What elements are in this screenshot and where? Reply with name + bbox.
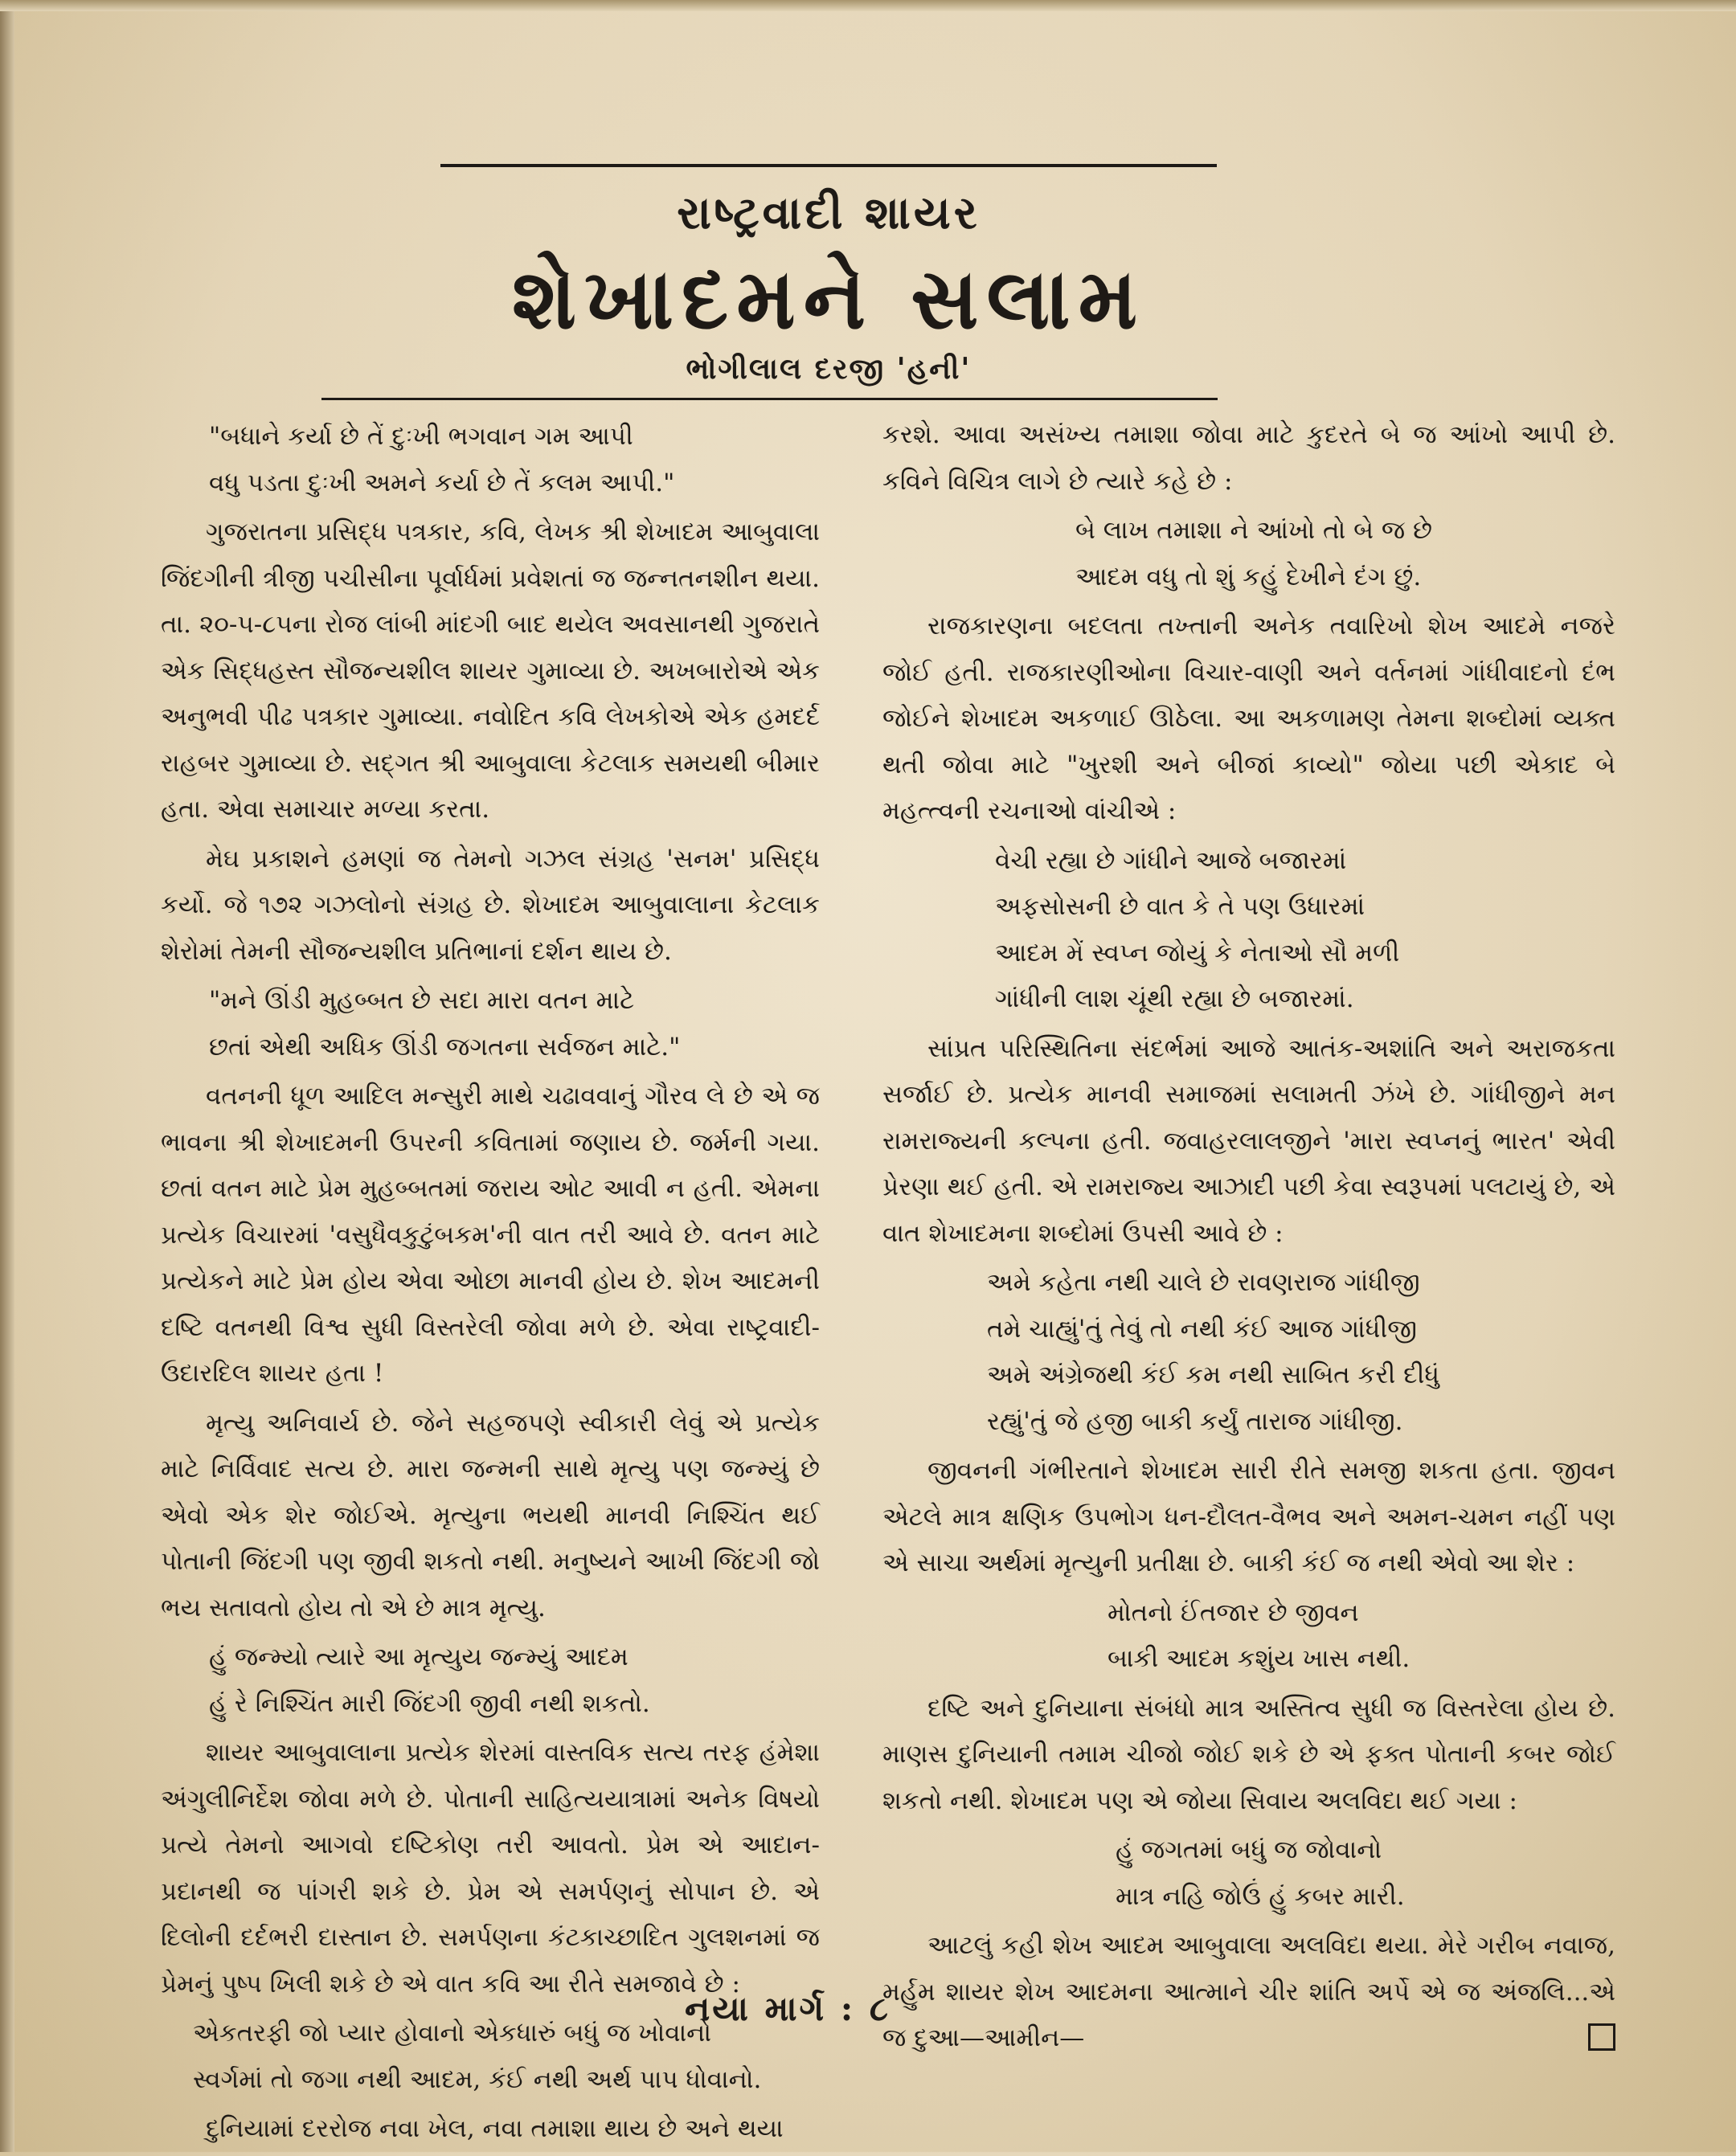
paragraph: જીવનની ગંભીરતાને શેખાદમ સારી રીતે સમજી શકતા હતા. જીવન એટલે માત્ર ક્ષણિક ઉપભોગ ધન-દૌલત-વૈભવ અને અમન-ચમન નહીં પણ એ સાચા અર્થમાં મૃત્યુની પ્રતીક્ષા છે. બાકી કંઈ જ નથી એવો આ શેર : xyxy=(882,1456,1615,1577)
verse-line: છતાં એથી અધિક ઊંડી જગતના સર્વજન માટે." xyxy=(209,1032,681,1062)
end-mark-icon xyxy=(1588,2023,1615,2051)
verse-line: માત્ર નહિ જોઉં હું કબર મારી. xyxy=(1116,1881,1405,1911)
verse-line: અમે અંગ્રેજથી કંઈ કમ નથી સાબિત કરી દીધું xyxy=(987,1360,1439,1389)
page-edge-left xyxy=(0,0,14,2152)
page-edge-top xyxy=(0,0,1736,11)
verse xyxy=(161,1634,820,1727)
paragraph: મેઘ પ્રકાશને હમણાં જ તેમનો ગઝલ સંગ્રહ 'સનમ' પ્રસિદ્ધ કર્યો. જે ૧૭૨ ગઝલોનો સંગ્રહ છે. શેખાદમ આબુવાલાના કેટલાક શેરોમાં તેમની સૌજન્યશીલ પ્રતિભાનાં દર્શન થાય છે. xyxy=(161,844,820,966)
paragraph: ગુજરાતના પ્રસિદ્ધ પત્રકાર, કવિ, લેખક શ્રી શેખાદમ આબુવાલા જિંદગીની ત્રીજી પચીસીના પૂર્વાર્ધમાં પ્રવેશતાં જ જન્નતનશીન થયા. તા. ૨૦-૫-૮૫ના રોજ લાંબી માંદગી બાદ થયેલ અવસાનથી ગુજરાતે એક સિદ્ધહસ્ત સૌજન્યશીલ શાયર ગુમાવ્યા છે. અખબારોએ એક અનુભવી પીઢ પત્રકાર ગુમાવ્યા. નવોદિત કવિ લેખકોએ એક હમદર્દ રાહબર ગુમાવ્યા છે. સદ્‌ગત શ્રી આબુવાલા કેટલાક સમયથી બીમાર હતા. એવા સમાચાર મળ્યા કરતા. xyxy=(161,518,820,824)
article-title: શેખાદમને સલામ xyxy=(511,249,1146,348)
verse-line: રહ્યું'તું જે હજી બાકી કર્યું તારાજ ગાંધીજી. xyxy=(987,1406,1403,1436)
article-kicker: રાષ્ટ્રવાદી શાયર xyxy=(677,186,981,239)
paragraph: રાજકારણના બદલતા તખ્તાની અનેક તવારિખો શેખ આદમે નજરે જોઈ હતી. રાજકારણીઓના વિચાર-વાણી અને વર્તનમાં ગાંધીવાદનો દંભ જોઈને શેખાદમ અકળાઈ ઊઠેલા. આ અકળામણ તેમના શબ્દોમાં વ્યક્ત થતી જોવા માટે "ખુરશી અને બીજાં કાવ્યો" જોયા પછી એકાદ બે મહત્ત્વની રચનાઓ વાંચીએ : xyxy=(882,612,1615,825)
opening-verse xyxy=(161,414,820,506)
paragraph: કરશે. આવા અસંખ્ય તમાશા જોવા માટે કુદરતે બે જ આંખો આપી છે. કવિને વિચિત્ર લાગે છે ત્યારે કહે છે : xyxy=(882,420,1615,496)
paragraph: દષ્ટિ અને દુનિયાના સંબંધો માત્ર અસ્તિત્વ સુધી જ વિસ્તરેલા હોય છે. માણસ દુનિયાની તમામ ચીજો જોઈ શકે છે એ ફક્ત પોતાની કબર જોઈ શકતો નથી. શેખાદમ પણ એ જોયા સિવાય અલવિદા થઈ ગયા : xyxy=(882,1693,1615,1815)
verse-line: બે લાખ તમાશા ને આંખો તો બે જ છે xyxy=(1075,516,1433,545)
verse-line: એકતરફી જો પ્યાર હોવાનો એકધારું બધું જ ખોવાનો xyxy=(193,2019,712,2048)
verse-line: સ્વર્ગમાં તો જગા નથી આદમ, કંઈ નથી અર્થ પાપ ધોવાનો. xyxy=(193,2064,762,2094)
verse-line: અફસોસની છે વાત કે તે પણ ઉધારમાં xyxy=(995,892,1365,921)
verse xyxy=(161,978,820,1070)
paragraph: શાયર આબુવાલાના પ્રત્યેક શેરમાં વાસ્તવિક સત્ય તરફ હંમેશા અંગુલીનિર્દેશ જોવા મળે છે. પોતાની સાહિત્યયાત્રામાં અનેક વિષયો પ્રત્યે તેમનો આગવો દષ્ટિકોણ તરી આવતો. પ્રેમ એ આદાન-પ્રદાનથી જ પાંગરી શકે છે. પ્રેમ એ સમર્પણનું સોપાન છે. એ દિલોની દર્દભરી દાસ્તાન છે. સમર્પણના કંટકાચ્છાદિત ગુલશનમાં જ પ્રેમનું પુષ્પ ખિલી શકે છે એ વાત કવિ આ રીતે સમજાવે છે : xyxy=(161,1738,820,1998)
verse-line: તમે ચાહ્યું'તું તેવું તો નથી કંઈ આજ ગાંધીજી xyxy=(987,1314,1417,1344)
closing-text: આટલું કહી શેખ આદમ આબુવાલા અલવિદા થયા. મેરે ગરીબ નવાજ, મર્હુમ શાયર શેખ આદમના આત્માને ચીર શાંતિ અર્પે એ જ અંજલિ...એ જ દુઆ—આમીન— xyxy=(882,1931,1615,2052)
verse-line: "મને ઊંડી મુહબ્બત છે સદા મારા વતન માટે xyxy=(209,986,635,1015)
verse xyxy=(882,1827,1615,1920)
verse-line: વધુ પડતા દુઃખી અમને કર્યા છે તેં કલમ આપી." xyxy=(209,468,675,497)
verse-line: હું જન્મ્યો ત્યારે આ મૃત્યુય જન્મ્યું આદમ xyxy=(209,1643,628,1671)
verse-line: ગાંધીની લાશ ચૂંથી રહ્યા છે બજારમાં. xyxy=(995,984,1354,1013)
closing-paragraph xyxy=(882,1923,1615,2062)
verse-line: બાકી આદમ કશુંય ખાસ નથી. xyxy=(1108,1644,1410,1673)
paragraph: સાંપ્રત પરિસ્થિતિના સંદર્ભમાં આજે આતંક-અશાંતિ અને અરાજકતા સર્જાઈ છે. પ્રત્યેક માનવી સમાજમાં સલામતી ઝંખે છે. ગાંધીજીને મન રામરાજ્યની કલ્પના હતી. જવાહરલાલજીને 'મારા સ્વપ્નનું ભારત' એવી પ્રેરણા થઈ હતી. એ રામરાજ્ય આઝાદી પછી કેવા સ્વરૂપમાં પલટાયું છે, એ વાત શેખાદમના શબ્દોમાં ઉપસી આવે છે : xyxy=(882,1033,1615,1248)
paragraph: દુનિયામાં દરરોજ નવા ખેલ, નવા તમાશા થાય છે અને થયા xyxy=(206,2114,784,2143)
page-footer: નયા માર્ગ : ૮ xyxy=(684,1989,891,2028)
verse xyxy=(882,1260,1615,1445)
verse xyxy=(882,1590,1615,1683)
header-bottom-rule xyxy=(321,398,1218,400)
verse-line: હું જગતમાં બધું જ જોવાનો xyxy=(1116,1835,1382,1864)
verse-line: આદમ વધુ તો શું કહું દેખીને દંગ છું. xyxy=(1075,562,1422,591)
verse-line: આદમ મેં સ્વપ્ન જોયું કે નેતાઓ સૌ મળી xyxy=(995,938,1400,968)
verse xyxy=(882,838,1615,1023)
header-top-rule xyxy=(440,164,1217,167)
article-byline: ભોગીલાલ દરજી 'હની' xyxy=(686,352,972,386)
verse xyxy=(882,508,1615,600)
verse-line: હું રે નિશ્ચિંત મારી જિંદગી જીવી નથી શકતો. xyxy=(209,1688,650,1718)
paragraph: વતનની ધૂળ આદિલ મન્સુરી માથે ચઢાવવાનું ગૌરવ લે છે એ જ ભાવના શ્રી શેખાદમની ઉપરની કવિતામાં જણાય છે. જર્મની ગયા. છતાં વતન માટે પ્રેમ મુહબ્બતમાં જરાય ઓટ આવી ન હતી. એમના પ્રત્યેક વિચારમાં 'વસુધૈવકુટુંબકમ'ની વાત તરી આવે છે. વતન માટે પ્રત્યેકને માટે પ્રેમ હોય એવા ઓછા માનવી હોય છે. શેખ આદમની દષ્ટિ વતનથી વિશ્વ સુધી વિસ્તરેલી જોવા મળે છે. એવા રાષ્ટ્રવાદી-ઉદારદિલ શાયર હતા ! xyxy=(161,1082,820,1388)
verse-line: અમે કહેતા નથી ચાલે છે રાવણરાજ ગાંધીજી xyxy=(987,1268,1420,1297)
verse-line: મોતનો ઈંતજાર છે જીવન xyxy=(1108,1598,1359,1627)
left-column xyxy=(161,414,820,2156)
verse-line: "બધાને કર્યા છે તેં દુઃખી ભગવાન ગમ આપી xyxy=(209,422,633,451)
verse-line: વેચી રહ્યા છે ગાંધીને આજે બજારમાં xyxy=(995,845,1347,875)
right-column xyxy=(882,412,1615,2065)
paragraph: મૃત્યુ અનિવાર્ય છે. જેને સહજપણે સ્વીકારી લેવું એ પ્રત્યેક માટે નિર્વિવાદ સત્ય છે. મારા જન્મની સાથે મૃત્યુ પણ જન્મ્યું છે એવો એક શેર જોઈએ. મૃત્યુના ભયથી માનવી નિશ્ચિંત થઈ પોતાની જિંદગી પણ જીવી શકતો નથી. મનુષ્યને આખી જિંદગી જો ભય સતાવતો હોય તો એ છે માત્ર મૃત્યુ. xyxy=(161,1408,820,1622)
